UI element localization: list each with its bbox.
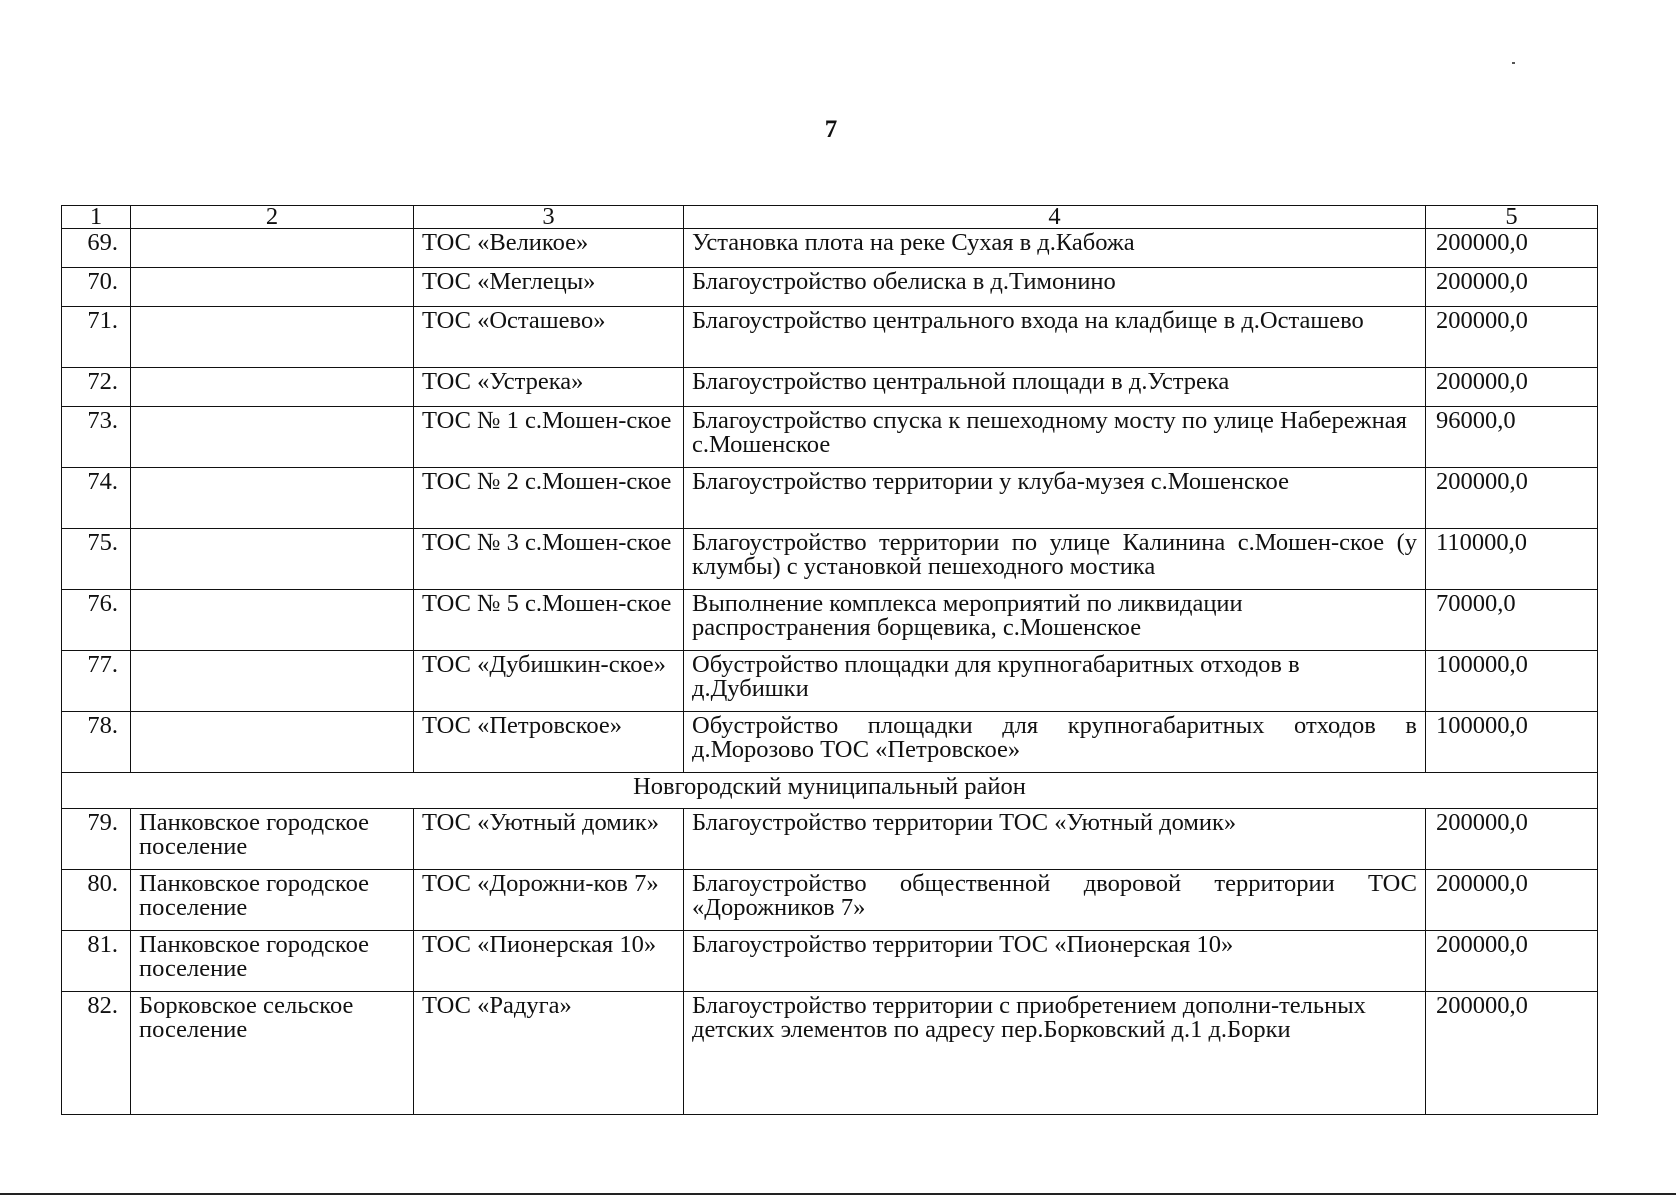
tos-cell: ТОС № 1 с.Мошен-ское [414, 407, 684, 468]
description-cell: Благоустройство территории с приобретением дополни-тельных детских элементов по адресу пер.Борковский д.1 д.Борки [684, 992, 1426, 1115]
amount-cell: 200000,0 [1426, 870, 1598, 931]
amount-cell: 200000,0 [1426, 931, 1598, 992]
page-number: 7 [824, 116, 838, 143]
amount-cell: 70000,0 [1426, 590, 1598, 651]
row-number: 75. [62, 529, 131, 590]
tos-cell: ТОС № 5 с.Мошен-ское [414, 590, 684, 651]
table-row [62, 268, 1598, 307]
row-number: 73. [62, 407, 131, 468]
amount-cell: 200000,0 [1426, 229, 1598, 268]
tos-cell: ТОС № 2 с.Мошен-ское [414, 468, 684, 529]
tos-cell: ТОС «Дубишкин-ское» [414, 651, 684, 712]
column-header: 3 [414, 206, 684, 229]
tos-cell: ТОС «Радуга» [414, 992, 684, 1115]
table-row [62, 931, 1598, 992]
column-header: 2 [131, 206, 414, 229]
tos-cell: ТОС № 3 с.Мошен-ское [414, 529, 684, 590]
description-cell: Благоустройство спуска к пешеходному мосту по улице Набережная с.Мошенское [684, 407, 1426, 468]
table-row [62, 368, 1598, 407]
amount-cell: 200000,0 [1426, 307, 1598, 368]
row-number: 81. [62, 931, 131, 992]
settlement-cell [131, 407, 414, 468]
table-row [62, 712, 1598, 773]
tos-cell: ТОС «Великое» [414, 229, 684, 268]
description-cell: Благоустройство общественной дворовой территории ТОС «Дорожников 7» [684, 870, 1426, 931]
amount-cell: 100000,0 [1426, 651, 1598, 712]
table-row [62, 468, 1598, 529]
row-number: 72. [62, 368, 131, 407]
settlement-cell: Панковское городское поселение [131, 931, 414, 992]
table-row [62, 229, 1598, 268]
description-cell: Благоустройство территории ТОС «Уютный домик» [684, 809, 1426, 870]
section-title: Новгородский муниципальный район [62, 773, 1598, 809]
settlement-cell [131, 468, 414, 529]
settlement-cell [131, 529, 414, 590]
description-cell: Благоустройство территории по улице Калинина с.Мошен-ское (у клумбы) с установкой пешеходного мостика [684, 529, 1426, 590]
settlement-cell [131, 229, 414, 268]
description-cell: Обустройство площадки для крупногабаритных отходов в д.Дубишки [684, 651, 1426, 712]
row-number: 70. [62, 268, 131, 307]
table-row [62, 529, 1598, 590]
settlement-cell [131, 307, 414, 368]
description-cell: Благоустройство территории ТОС «Пионерская 10» [684, 931, 1426, 992]
settlement-cell [131, 268, 414, 307]
tos-cell: ТОС «Уютный домик» [414, 809, 684, 870]
column-number-row [62, 206, 1598, 229]
description-cell: Благоустройство центральной площади в д.Устрека [684, 368, 1426, 407]
settlement-cell [131, 651, 414, 712]
amount-cell: 200000,0 [1426, 468, 1598, 529]
amount-cell: 96000,0 [1426, 407, 1598, 468]
bottom-rule [0, 1193, 1676, 1195]
amount-cell: 200000,0 [1426, 268, 1598, 307]
settlement-cell: Панковское городское поселение [131, 870, 414, 931]
settlement-cell: Панковское городское поселение [131, 809, 414, 870]
row-number: 76. [62, 590, 131, 651]
funding-table [61, 205, 1598, 1115]
settlement-cell [131, 368, 414, 407]
amount-cell: 200000,0 [1426, 809, 1598, 870]
table-row [62, 407, 1598, 468]
description-cell: Благоустройство обелиска в д.Тимонино [684, 268, 1426, 307]
tos-cell: ТОС «Дорожни-ков 7» [414, 870, 684, 931]
column-header: 4 [684, 206, 1426, 229]
tos-cell: ТОС «Устрека» [414, 368, 684, 407]
table-row [62, 870, 1598, 931]
row-number: 77. [62, 651, 131, 712]
row-number: 71. [62, 307, 131, 368]
amount-cell: 100000,0 [1426, 712, 1598, 773]
row-number: 78. [62, 712, 131, 773]
description-cell: Благоустройство территории у клуба-музея с.Мошенское [684, 468, 1426, 529]
table-row [62, 809, 1598, 870]
row-number: 69. [62, 229, 131, 268]
column-header: 5 [1426, 206, 1598, 229]
amount-cell: 200000,0 [1426, 368, 1598, 407]
tos-cell: ТОС «Меглецы» [414, 268, 684, 307]
row-number: 79. [62, 809, 131, 870]
settlement-cell [131, 590, 414, 651]
description-cell: Благоустройство центрального входа на кладбище в д.Осташево [684, 307, 1426, 368]
settlement-cell [131, 712, 414, 773]
description-cell: Выполнение комплекса мероприятий по ликвидации распространения борщевика, с.Мошенское [684, 590, 1426, 651]
table-row [62, 307, 1598, 368]
amount-cell: 110000,0 [1426, 529, 1598, 590]
section-row [62, 773, 1598, 809]
row-number: 80. [62, 870, 131, 931]
table-row [62, 992, 1598, 1115]
description-cell: Обустройство площадки для крупногабаритных отходов в д.Морозово ТОС «Петровское» [684, 712, 1426, 773]
settlement-cell: Борковское сельское поселение [131, 992, 414, 1115]
tos-cell: ТОС «Пионерская 10» [414, 931, 684, 992]
column-header: 1 [62, 206, 131, 229]
tos-cell: ТОС «Осташево» [414, 307, 684, 368]
amount-cell: 200000,0 [1426, 992, 1598, 1115]
tos-cell: ТОС «Петровское» [414, 712, 684, 773]
scan-speck [1512, 62, 1515, 64]
description-cell: Установка плота на реке Сухая в д.Кабожа [684, 229, 1426, 268]
row-number: 74. [62, 468, 131, 529]
table-row [62, 590, 1598, 651]
table-row [62, 651, 1598, 712]
row-number: 82. [62, 992, 131, 1115]
